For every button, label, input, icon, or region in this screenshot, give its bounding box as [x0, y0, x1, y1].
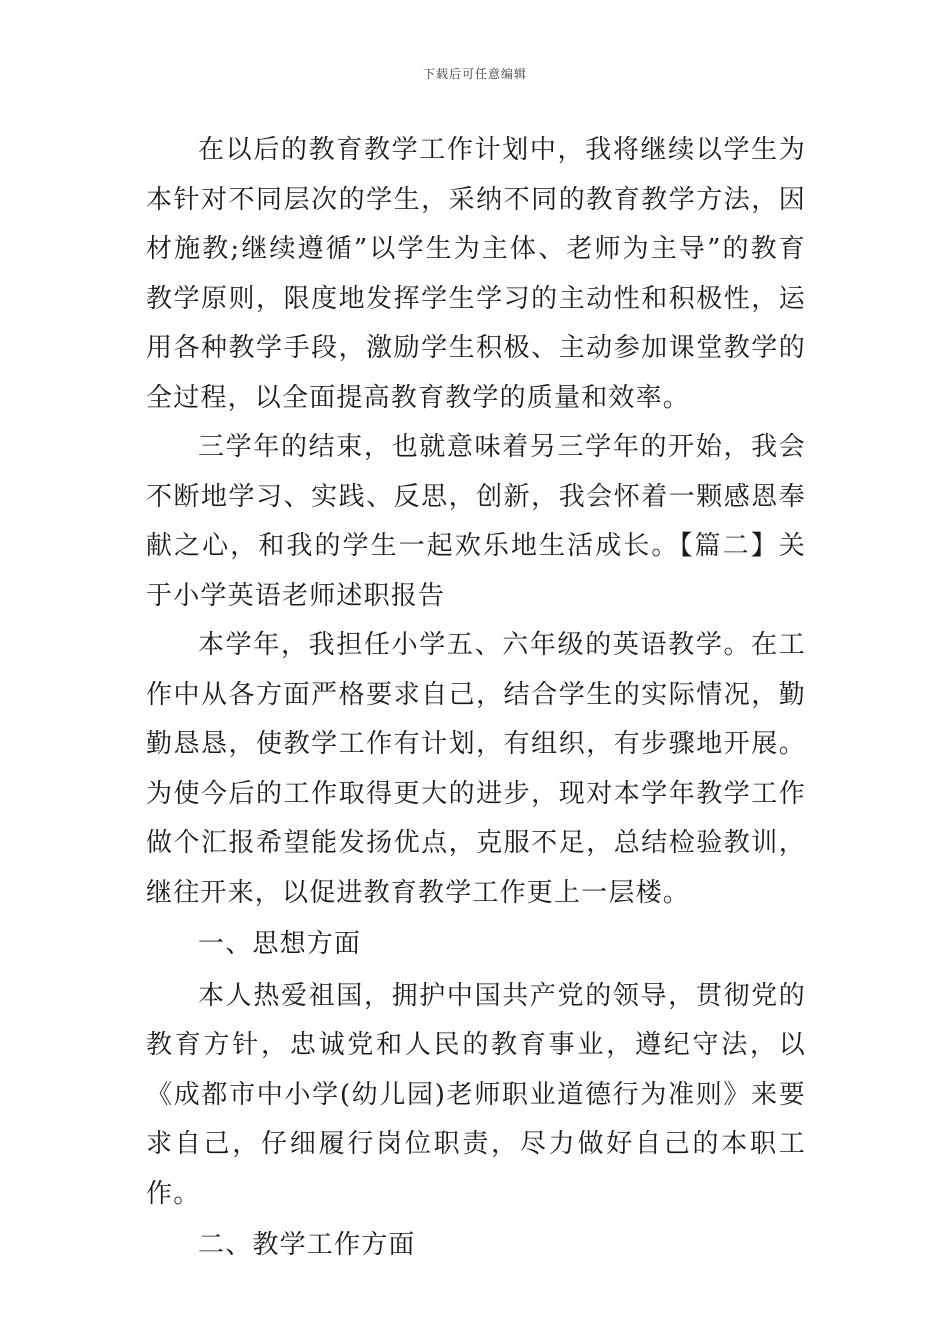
- paragraph-new-school-year: 三学年的结束，也就意味着另三学年的开始，我会不断地学习、实践、反思，创新，我会怀着一颗感恩奉献之心，和我的学生一起欢乐地生活成长。【篇二】关于小学英语老师述职报告: [146, 432, 806, 611]
- page-header: 下载后可任意编辑: [422, 67, 527, 81]
- section-heading-ideology: 一、思想方面: [198, 929, 362, 959]
- paragraph-ideology: 本人热爱祖国，拥护中国共产党的领导，贯彻党的教育方针，忠诚党和人民的教育事业，遵纪守法，以《成都市中小学(幼儿园)老师职业道德行为准则》来要求自己，仔细履行岗位职责，尽力做好自己的本职工作。: [146, 980, 806, 1209]
- paragraph-report-intro: 本学年，我担任小学五、六年级的英语教学。在工作中从各方面严格要求自己，结合学生的实际情况，勤勤恳恳，使教学工作有计划，有组织，有步骤地开展。为使今后的工作取得更大的进步，现对本学年教学工作做个汇报希望能发扬优点，克服不足，总结检验教训，继往开来，以促进教育教学工作更上一层楼。: [146, 630, 806, 908]
- paragraph-teaching-plan: 在以后的教育教学工作计划中，我将继续以学生为本针对不同层次的学生，采纳不同的教育教学方法，因材施教;继续遵循”以学生为主体、老师为主导”的教育教学原则，限度地发挥学生学习的主动性和积极性，运用各种教学手段，激励学生积极、主动参加课堂教学的全过程，以全面提高教育教学的质量和效率。: [146, 135, 806, 413]
- section-heading-teaching-work: 二、教学工作方面: [198, 1230, 416, 1260]
- document-body: [146, 126, 806, 1273]
